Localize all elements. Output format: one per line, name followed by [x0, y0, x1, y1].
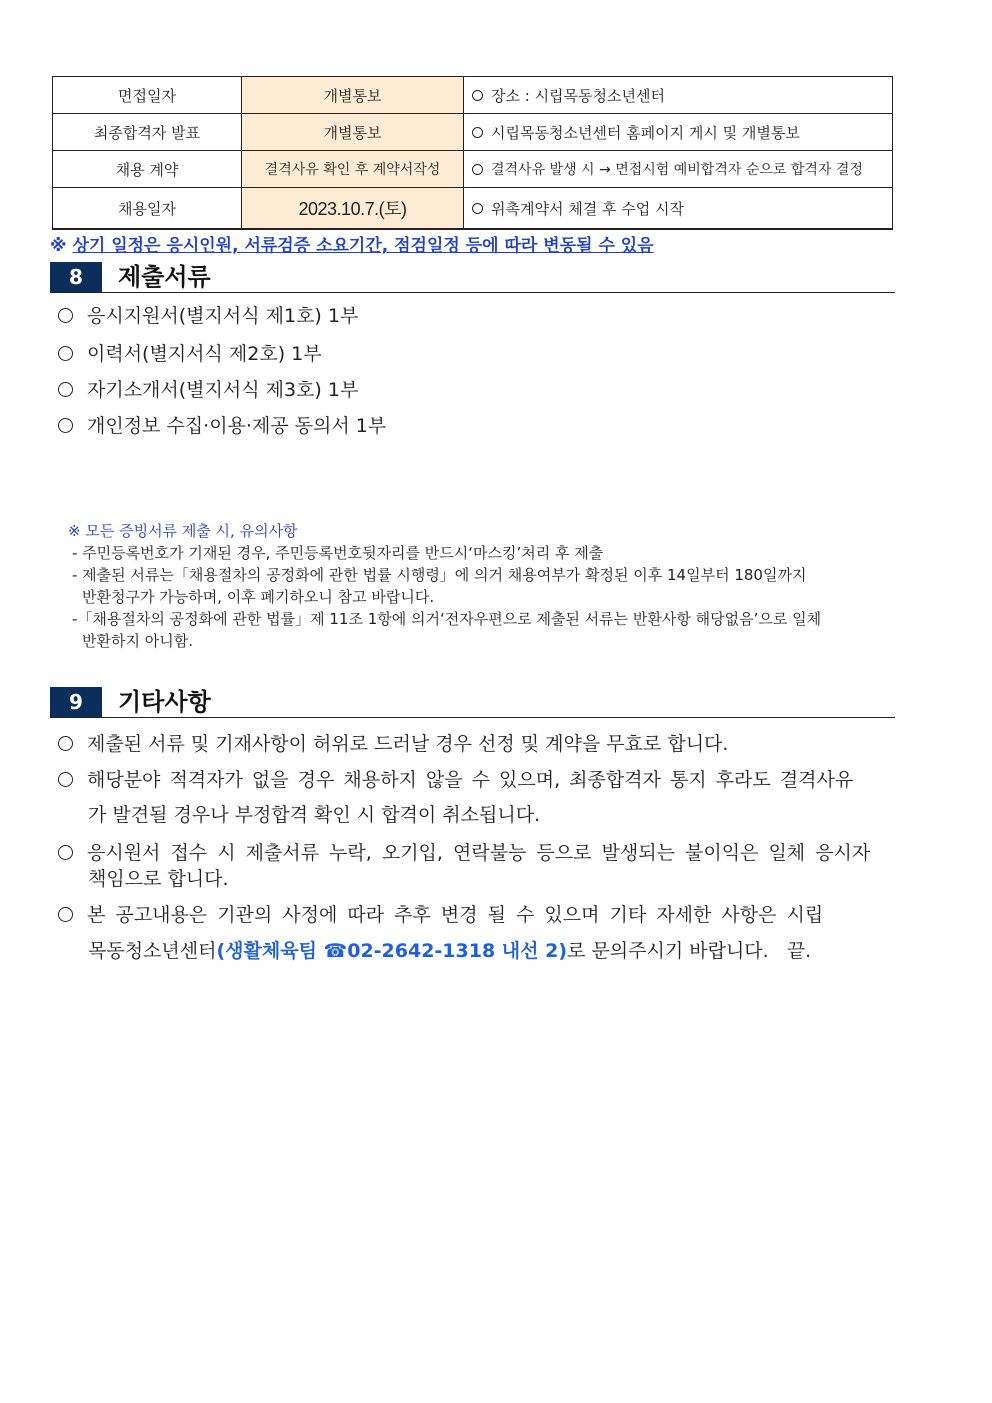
list-item-text: 응시원서 접수 시 제출서류 누락, 오기입, 연락불능 등으로 발생되는 불이익은 일체 응시자: [87, 842, 871, 864]
circle-bullet-icon: [472, 90, 483, 101]
circle-bullet-icon: [58, 418, 73, 433]
row-value: 2023.10.7.(토): [242, 188, 464, 230]
note-line: - 제출된 서류는「채용절차의 공정화에 관한 법률 시행령」에 의거 채용여부가 확정된 이후 14일부터 180일까지: [72, 566, 807, 584]
list-item-continuation: 책임으로 합니다.: [88, 868, 229, 890]
list-item-text: 응시지원서(별지서식 제1호) 1부: [87, 305, 359, 327]
table-row: [53, 151, 893, 188]
row-label: 채용 계약: [53, 151, 242, 188]
row-note-text: 위촉계약서 체결 후 수업 시작: [491, 199, 684, 218]
closing-text: 로 문의주시기 바랍니다. 끝.: [567, 940, 812, 962]
row-note-text: 결격사유 발생 시 → 면접시험 예비합격자 순으로 합격자 결정: [491, 162, 863, 178]
section-number: 8: [50, 262, 102, 292]
list-item: [58, 303, 358, 329]
list-item-text: 해당분야 적격자가 없을 경우 채용하지 않을 수 있으며, 최종합격자 통지 후라도 결격사유: [87, 769, 854, 791]
circle-bullet-icon: [58, 845, 73, 860]
schedule-notice: [50, 231, 654, 256]
table-row: [53, 188, 893, 230]
list-item-text: 개인정보 수집·이용·제공 동의서 1부: [87, 415, 387, 437]
note-line: -「채용절차의 공정화에 관한 법률」제 11조 1항에 의거‘전자우편으로 제출된 서류는 반환사항 해당없음’으로 일체: [72, 610, 822, 628]
row-note: [464, 114, 893, 151]
list-item-text: 이력서(별지서식 제2호) 1부: [87, 343, 322, 365]
section-header: [50, 262, 895, 293]
circle-bullet-icon: [58, 736, 73, 751]
table-row: [53, 114, 893, 151]
center-name: 목동청소년센터: [88, 940, 217, 962]
note-line: 반환청구가 가능하며, 이후 폐기하오니 참고 바랍니다.: [82, 588, 435, 606]
section-number: 9: [50, 687, 102, 717]
list-item: [58, 731, 728, 757]
list-item: [58, 341, 322, 367]
contact-info: (생활체육팀 ☎02-2642-1318 내선 2): [216, 940, 568, 962]
list-item-text: 본 공고내용은 기관의 사정에 따라 추후 변경 될 수 있으며 기타 자세한 사항은 시립: [87, 904, 824, 926]
circle-bullet-icon: [472, 127, 483, 138]
list-item: [58, 902, 823, 928]
circle-bullet-icon: [58, 772, 73, 787]
circle-bullet-icon: [58, 382, 73, 397]
circle-bullet-icon: [472, 164, 483, 175]
note-line: 반환하지 아니함.: [82, 632, 193, 650]
note-line: - 주민등록번호가 기재된 경우, 주민등록번호뒷자리를 반드시‘마스킹’처리 후 제출: [72, 544, 604, 562]
circle-bullet-icon: [472, 203, 483, 214]
row-label: 최종합격자 발표: [53, 114, 242, 151]
notice-text: 상기 일정은 응시인원, 서류검증 소요기간, 점검일정 등에 따라 변동될 수 있음: [72, 236, 654, 256]
table-row: [53, 77, 893, 114]
row-note-text: 장소 : 시립목동청소년센터: [491, 86, 665, 105]
circle-bullet-icon: [58, 346, 73, 361]
row-value: 결격사유 확인 후 계약서작성: [242, 151, 464, 188]
row-note: [464, 151, 893, 188]
list-item-continuation: [88, 938, 811, 964]
circle-bullet-icon: [58, 907, 73, 922]
section-title: 기타사항: [118, 688, 211, 716]
row-value: 개별통보: [242, 114, 464, 151]
list-item-text: 제출된 서류 및 기재사항이 허위로 드러날 경우 선정 및 계약을 무효로 합니다.: [87, 733, 729, 755]
row-value: 개별통보: [242, 77, 464, 114]
row-note-text: 시립목동청소년센터 홈페이지 게시 및 개별통보: [491, 123, 800, 142]
list-item: [58, 767, 853, 793]
list-item: [58, 377, 358, 403]
section-title: 제출서류: [118, 263, 211, 291]
row-label: 채용일자: [53, 188, 242, 230]
list-item-continuation: 가 발견될 경우나 부정합격 확인 시 합격이 취소됩니다.: [88, 804, 541, 826]
list-item: [58, 840, 870, 866]
list-item: [58, 413, 386, 439]
circle-bullet-icon: [58, 308, 73, 323]
row-label: 면접일자: [53, 77, 242, 114]
row-note: [464, 77, 893, 114]
section-header: [50, 687, 895, 718]
reference-mark-icon: ※: [50, 236, 67, 256]
list-item-text: 자기소개서(별지서식 제3호) 1부: [87, 379, 359, 401]
row-note: [464, 188, 893, 230]
schedule-table: [52, 76, 893, 230]
note-title: ※ 모든 증빙서류 제출 시, 유의사항: [68, 522, 298, 540]
